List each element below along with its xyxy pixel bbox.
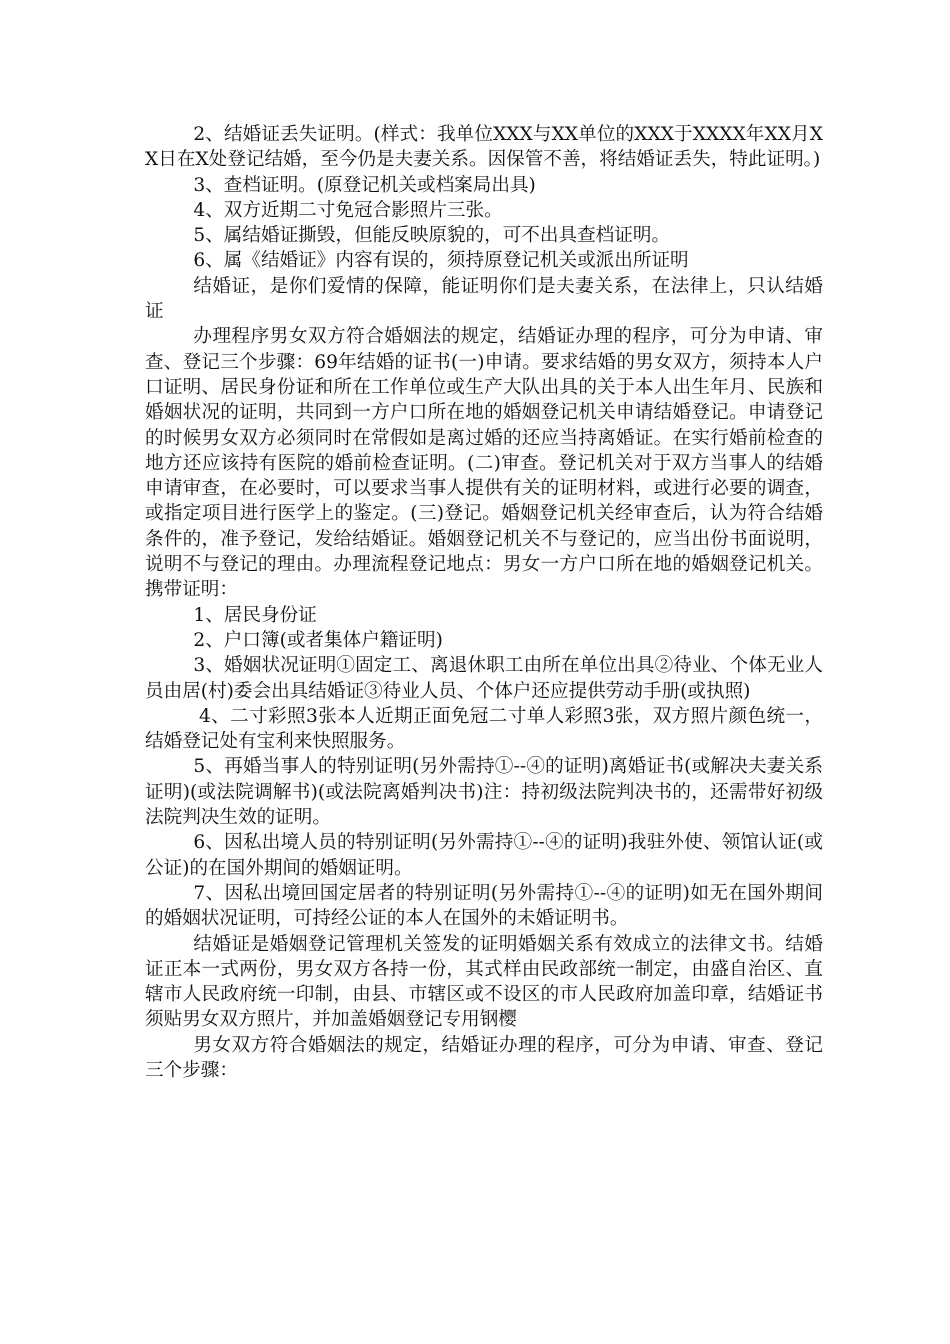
paragraph-photos: 4、双方近期二寸免冠合影照片三张。 — [193, 199, 503, 221]
paragraph-certificate-guarantee: 结婚证，是你们爱情的保障，能证明你们是夫妻关系，在法律上，只认结婚证 — [145, 275, 823, 323]
paragraph-private-exit-proof: 6、因私出境人员的特别证明(另外需持①--④的证明)我驻外使、领馆认证(或公证)的在国外期间的婚姻证明。 — [145, 832, 823, 879]
paragraph-color-photos: 4、二寸彩照3张本人近期正面免冠二寸单人彩照3张，双方照片颜色统一，结婚登记处有宝利来快照服务。 — [145, 705, 823, 753]
paragraph-procedure-summary: 男女双方符合婚姻法的规定，结婚证办理的程序，可分为申请、审查、登记三个步骤： — [145, 1034, 823, 1081]
paragraph-archive-proof: 3、查档证明。(原登记机关或档案局出具) — [193, 174, 536, 196]
paragraph-lost-certificate-proof: 2、结婚证丢失证明。(样式：我单位XXX与XX单位的XXX于XXXX年XX月XX日在X处登记结婚，至今仍是夫妻关系。因保管不善，将结婚证丢失，特此证明。) — [145, 124, 823, 171]
paragraph-marital-status-proof: 3、婚姻状况证明①固定工、离退休职工由所在单位出具②待业、个体无业人员由居(村)委会出具结婚证③待业人员、个体户还应提供劳动手册(或执照) — [145, 655, 823, 702]
paragraph-content-error: 6、属《结婚证》内容有误的，须持原登记机关或派出所证明 — [193, 250, 689, 272]
paragraph-procedure: 办理程序男女双方符合婚姻法的规定，结婚证办理的程序，可分为申请、审查、登记三个步骤：69年结婚的证书(一)申请。要求结婚的男女双方，须持本人户口证明、居民身份证和所在工作单位或生产大队出具的关于本人出生年月、民族和婚姻状况的证明，共同到一方户口所在地的婚姻登记机关申请结婚登记。申请登记的时候男女双方必须同时在常假如是离过婚的还应当持离婚证。在实行婚前检查的地方还应该持有医院的婚前检查证明。(二)审查。登记机关对于双方当事人的结婚申请审查，在必要时，可以要求当事人提供有关的证明材料，或进行必要的调查，或指定项目进行医学上的鉴定。(三)登记。婚姻登记机关经审查后，认为符合结婚条件的，准予登记，发给结婚证。婚姻登记机关不与登记的，应当出份书面说明，说明不与登记的理由。办理流程登记地点：男女一方户口所在地的婚姻登记机关。携带证明： — [145, 326, 823, 601]
paragraph-torn-certificate: 5、属结婚证撕毁，但能反映原貌的，可不出具查档证明。 — [193, 225, 671, 247]
paragraph-remarriage-proof: 5、再婚当事人的特别证明(另外需持①--④的证明)离婚证书(或解决夫妻关系证明)(或法院调解书)(或法院离婚判决书)注：持初级法院判决书的，还需带好初级法院判决生效的证明。 — [145, 756, 823, 829]
document-page — [145, 122, 823, 1083]
paragraph-household-register: 2、户口簿(或者集体户籍证明) — [193, 629, 443, 651]
paragraph-id-card: 1、居民身份证 — [193, 604, 317, 626]
paragraph-returned-resident-proof: 7、因私出境回国定居者的特别证明(另外需持①--④的证明)如无在国外期间的婚姻状况证明，可持经公证的本人在国外的未婚证明书。 — [145, 882, 823, 930]
paragraph-certificate-definition: 结婚证是婚姻登记管理机关签发的证明婚姻关系有效成立的法律文书。结婚证正本一式两份，男女双方各持一份，其式样由民政部统一制定，由盛自治区、直辖市人民政府统一印制，由县、市辖区或不设区的市人民政府加盖印章，结婚证书须贴男女双方照片，并加盖婚姻登记专用钢樱 — [145, 933, 823, 1031]
